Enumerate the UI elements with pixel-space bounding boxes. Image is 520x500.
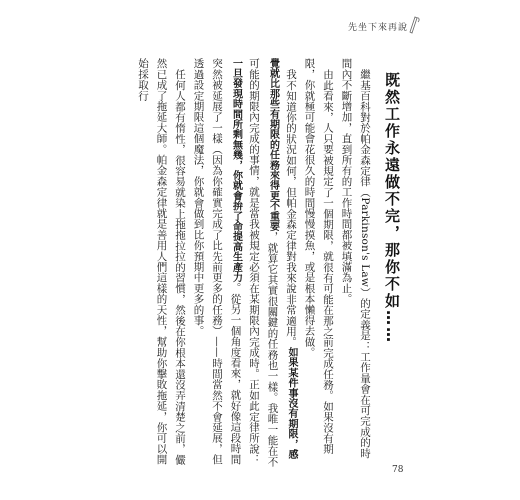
text-run: 我不知道你的狀況如何，但帕金森定律對我來說非常適用。 [285,68,297,347]
running-header: 先坐下來再說 [347,23,408,33]
emphasis-text: 如果某件事沒有期限，感覺就比那些有期限的任務來得更不重要 [267,58,297,459]
pen-doodle-icon [408,14,422,34]
text-run: 任何人都有惰性，很容易就染上拖拖拉拉的習慣，然後在你根本還沒弄清楚之前，儼然已成了拖延大師。帕金森定律就是善用人們這樣的天性，幫助你擊敗拖延，你可以開始採取行 [137,58,186,465]
body-text [112,58,374,468]
paragraph [134,58,190,468]
emphasis-text: 一旦發現時間所剩無幾，你就會拚了命提高生產力 [230,58,242,283]
text-run: 由此看來，人只要被規定了一個期限，就很有可能在那之前完成任務。如果沒有期限，你就極可能會花很久的時間慢慢摸魚，或是根本懶得去做。 [303,58,334,454]
paragraph [300,58,337,468]
paragraph [337,58,374,468]
page-number: 78 [392,465,404,475]
section-heading: 既然工作永遠做不完，那你不如…… [383,72,401,344]
text-run: 繼基百科對於帕金森定律（Parkinson's Law）的定義是：工作量會在可完成的時間內不斷增加，直到所有的工作時間都被填滿為止。 [340,58,371,458]
text-run: ，就算它其實很關鍵的任務也一樣。我唯一能在不可能的期限內完成的事情，就是當我被規定必須在某期限內完成時。正如此定律所說： [248,58,279,467]
text-run: 。從另一個角度看來，就好像這段時間突然被延展了一樣（因為你確實完成了比先前更多的任務）——時間當然不會延展，但透過設定期限這個魔法，你就會做到比你預期中更多的事。 [192,58,242,465]
paragraph [189,58,300,468]
